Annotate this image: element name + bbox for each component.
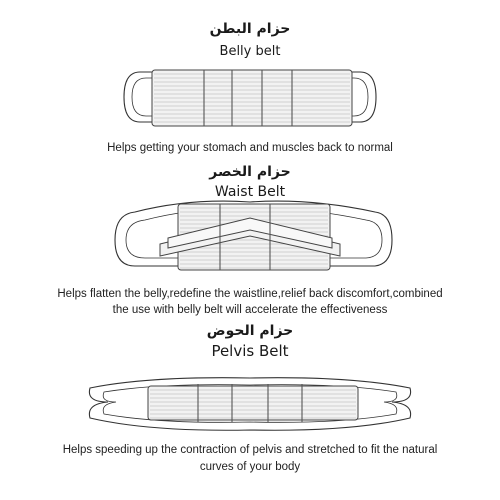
waist-belt-arabic-title: حزام الخصر	[209, 164, 291, 180]
waist-belt-description-line1: Helps flatten the belly,redefine the waistline,relief back discomfort,combined	[57, 288, 443, 300]
pelvis-belt-arabic-title: حزام الحوض	[206, 323, 294, 339]
belly-belt-title: Belly belt	[219, 44, 281, 59]
pelvis-belt-title: Pelvis Belt	[211, 342, 289, 360]
waist-belt-title: Waist Belt	[214, 184, 286, 200]
waist-belt-description-line2: the use with belly belt will accelerate the effectiveness	[112, 304, 388, 316]
pelvis-belt-illustration	[0, 372, 500, 440]
belly-belt-illustration	[0, 62, 500, 132]
belly-belt-arabic-title: حزام البطن	[209, 21, 291, 37]
pelvis-belt-description-line1: Helps speeding up the contraction of pelvis and stretched to fit the natural	[62, 444, 438, 456]
belly-belt-description: Helps getting your stomach and muscles back to normal	[107, 142, 393, 154]
waist-belt-illustration	[0, 200, 500, 282]
pelvis-belt-description-line2: curves of your body	[199, 461, 301, 473]
